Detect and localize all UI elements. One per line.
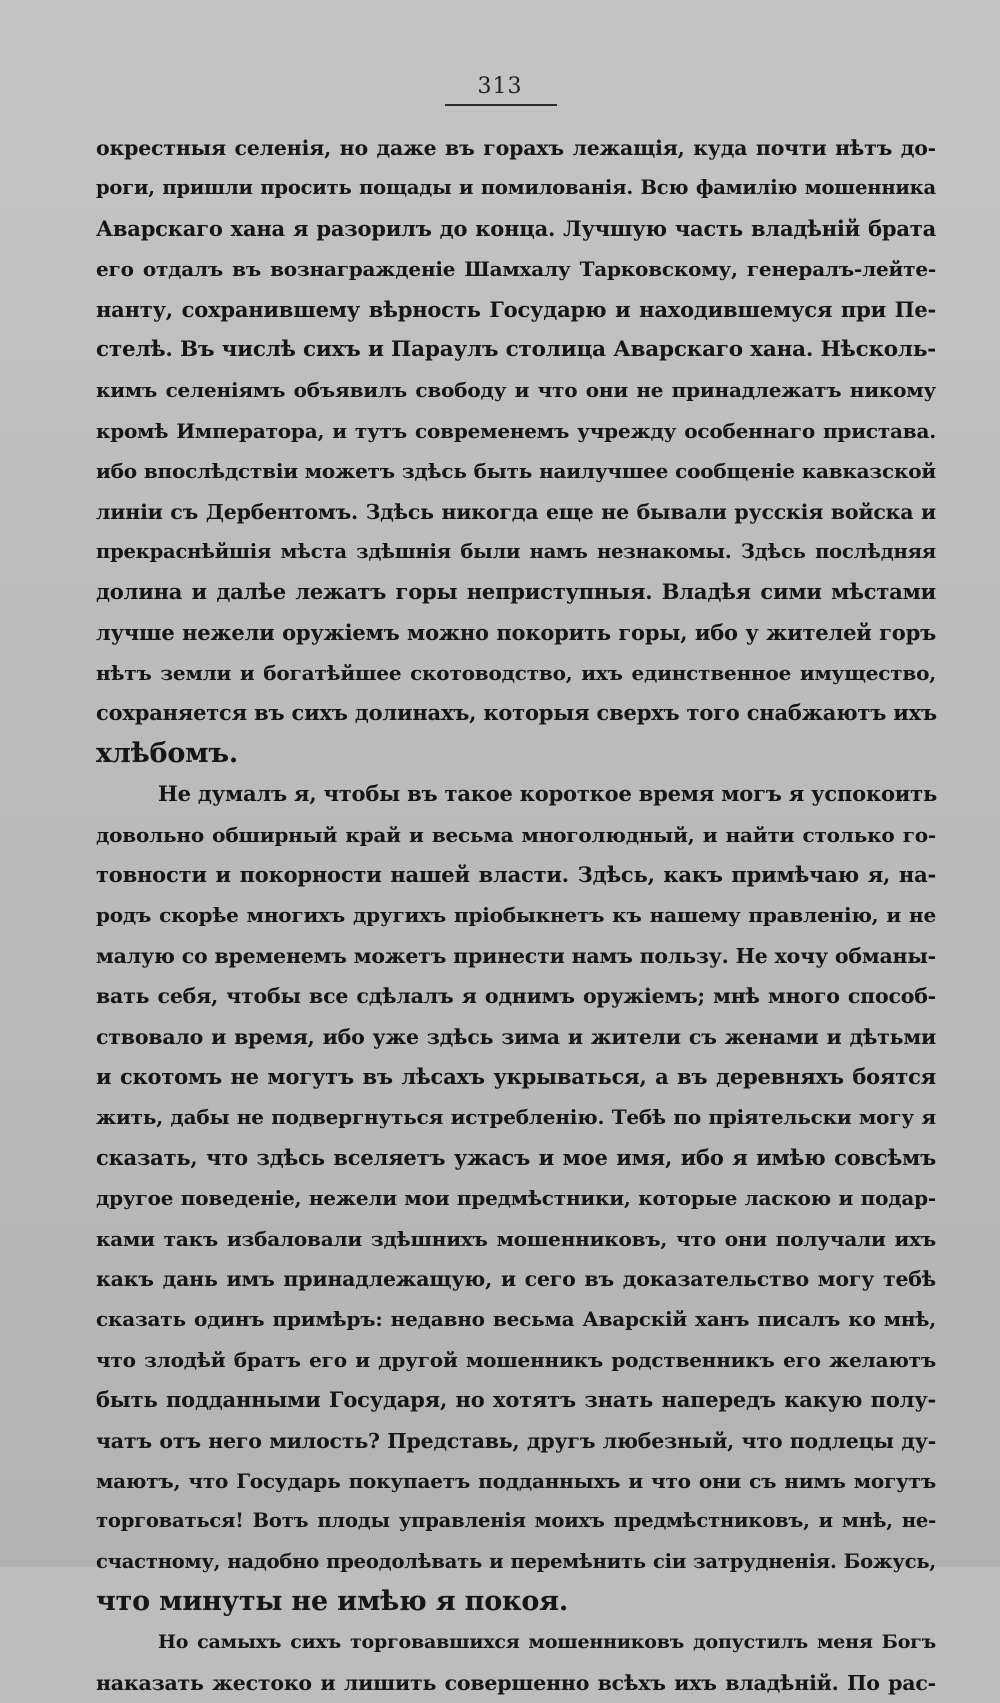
text-line: его отдалъ въ вознагражденіе Шамхалу Тарковскому, генералъ-лейте- bbox=[96, 257, 936, 282]
text-line: быть подданными Государя, но хотятъ знать напередъ какую полу- bbox=[96, 1387, 936, 1413]
text-line: окрестныя селенія, но даже въ горахъ лежащія, куда почти нѣтъ до- bbox=[96, 136, 936, 160]
text-line: долина и далѣе лежатъ горы неприступныя. Владѣя сими мѣстами bbox=[96, 579, 936, 605]
text-line: наказать жестоко и лишить совершенно всѣхъ ихъ владѣній. По рас- bbox=[96, 1670, 936, 1695]
page-number: 313 bbox=[477, 74, 523, 99]
text-line: чатъ отъ него милость? Представь, другъ любезный, что подлецы ду- bbox=[96, 1428, 936, 1453]
text-line: вать себя, чтобы все сдѣлалъ я однимъ оружіемъ; мнѣ много способ- bbox=[96, 984, 936, 1009]
text-line: роги, пришли просить пощады и помилованія. Всю фамилію мошенника bbox=[96, 176, 936, 200]
text-line: сказать одинъ примѣръ: недавно весьма Аварскій ханъ писалъ ко мнѣ, bbox=[96, 1307, 936, 1332]
text-line: нѣтъ земли и богатѣйшее скотоводство, ихъ единственное имущество, bbox=[96, 661, 936, 686]
text-line: малую со временемъ можетъ принести намъ пользу. Не хочу обманы- bbox=[96, 943, 936, 968]
page-number-rule bbox=[445, 104, 557, 106]
text-line: стелѣ. Въ числѣ сихъ и Параулъ столица Аварскаго хана. Нѣсколь- bbox=[96, 336, 936, 362]
text-line: лучше нежели оружіемъ можно покорить горы, ибо у жителей горъ bbox=[96, 619, 936, 645]
text-line: Не думалъ я, чтобы въ такое короткое время могъ я успокоить bbox=[158, 781, 938, 807]
body-text bbox=[96, 128, 936, 1703]
text-line: ками такъ избаловали здѣшнихъ мошенниковъ, что они получали ихъ bbox=[96, 1226, 936, 1251]
text-line: нанту, сохранившему вѣрность Государю и находившемуся при Пе- bbox=[96, 296, 936, 322]
text-line: довольно обширный край и весьма многолюдный, и найти столько го- bbox=[96, 822, 936, 847]
text-line: что злодѣй братъ его и другой мошенникъ родственникъ его желаютъ bbox=[96, 1347, 936, 1372]
text-line: жить, дабы не подвергнуться истребленію. Тебѣ по пріятельски могу я bbox=[96, 1105, 936, 1130]
text-line: маютъ, что Государь покупаетъ подданныхъ и что они съ нимъ могутъ bbox=[96, 1468, 936, 1493]
text-line: и скотомъ не могутъ въ лѣсахъ укрываться, а въ деревняхъ боятся bbox=[96, 1063, 936, 1089]
text-line: прекраснѣйшія мѣста здѣшнія были намъ незнакомы. Здѣсь послѣдняя bbox=[96, 539, 936, 563]
text-line: хлѣбомъ. bbox=[96, 737, 239, 769]
text-line: что минуты не имѣю я покоя. bbox=[96, 1586, 569, 1618]
text-line: ибо впослѣдствіи можетъ здѣсь быть наилучшее сообщеніе кавказской bbox=[96, 459, 936, 484]
text-line: товности и покорности нашей власти. Здѣсь, какъ примѣчаю я, на- bbox=[96, 862, 936, 888]
text-line: счастному, надобно преодолѣвать и перемѣнить сіи затрудненія. Божусь, bbox=[96, 1549, 936, 1573]
text-line: какъ дань имъ принадлежащую, и сего въ доказательство могу тебѣ bbox=[96, 1266, 936, 1291]
text-line: Аварскаго хана я разорилъ до конца. Лучшую часть владѣній брата bbox=[96, 215, 936, 241]
text-line: кимъ селеніямъ объявилъ свободу и что они не принадлежатъ никому bbox=[96, 378, 936, 403]
text-line: линіи съ Дербентомъ. Здѣсь никогда еще не бывали русскія войска и bbox=[96, 499, 936, 524]
text-line: сохраняется въ сихъ долинахъ, которыя сверхъ того снабжаютъ ихъ bbox=[96, 700, 937, 726]
text-line: Но самыхъ сихъ торговавшихся мошенниковъ допустилъ меня Богъ bbox=[158, 1631, 936, 1654]
text-line: ствовало и время, ибо уже здѣсь зима и жители съ женами и дѣтьми bbox=[96, 1024, 936, 1049]
text-line: сказать, что здѣсь вселяетъ ужасъ и мое имя, ибо я имѣю совсѣмъ bbox=[96, 1144, 936, 1170]
text-line: кромѣ Императора, и тутъ современемъ учрежду особеннаго пристава. bbox=[96, 418, 936, 443]
text-line: торговаться! Вотъ плоды управленія моихъ предмѣстниковъ, и мнѣ, не- bbox=[96, 1509, 936, 1533]
text-line: другое поведеніе, нежели мои предмѣстники, которые ласкою и подар- bbox=[96, 1186, 936, 1211]
text-line: родъ скорѣе многихъ другихъ пріобыкнетъ къ нашему правленію, и не bbox=[96, 903, 936, 928]
